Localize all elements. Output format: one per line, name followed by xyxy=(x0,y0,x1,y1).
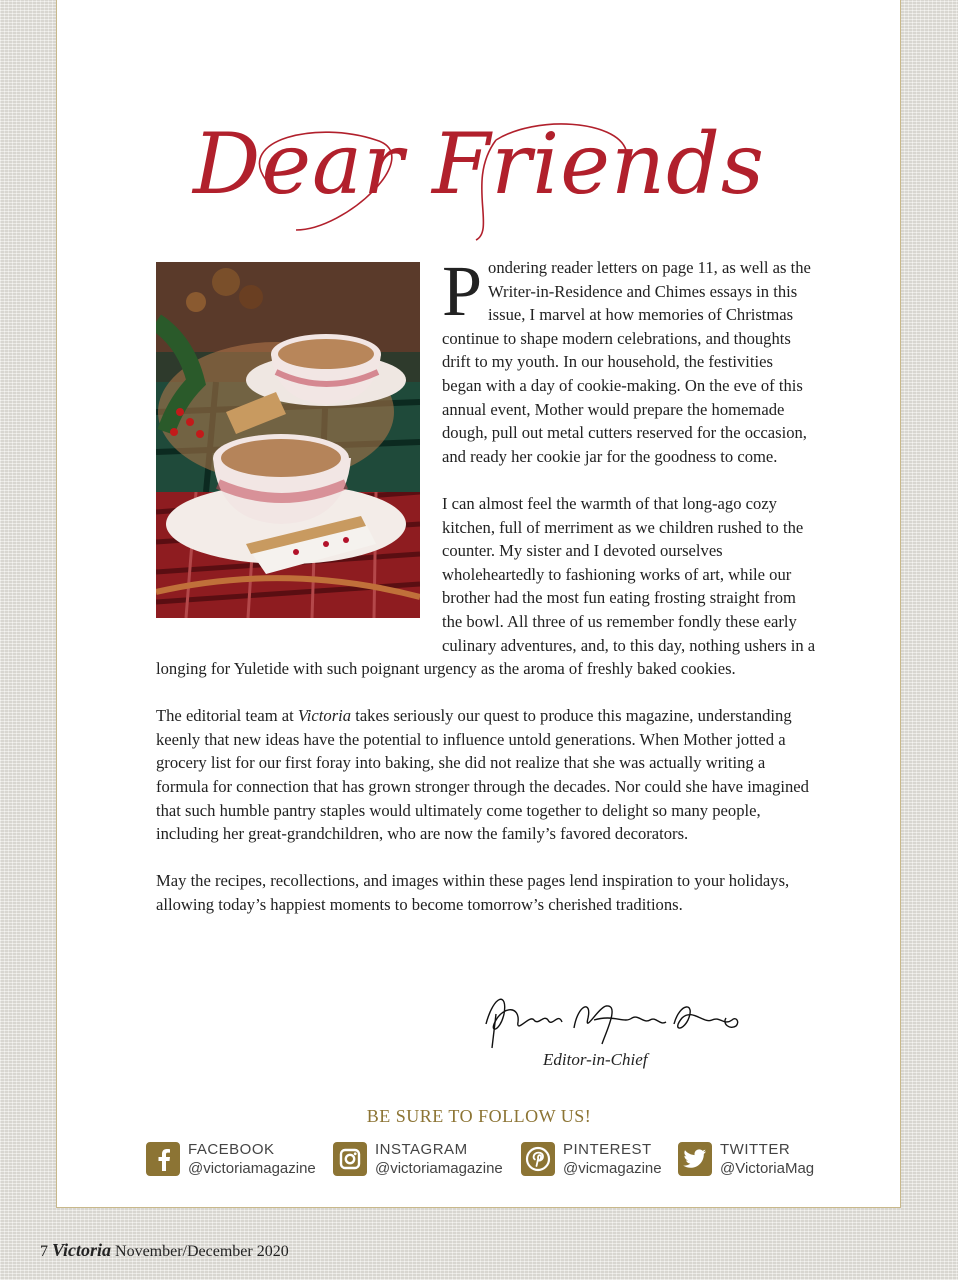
page-number: 7 xyxy=(40,1243,48,1260)
paragraph-3-start: The editorial team at xyxy=(156,706,298,726)
pinterest-icon xyxy=(521,1142,555,1176)
letter-paragraph-3 xyxy=(156,704,816,846)
letter-body xyxy=(156,251,816,940)
editor-title: Editor-in-Chief xyxy=(543,1050,648,1069)
social-pinterest[interactable] xyxy=(521,1140,662,1180)
letter-paragraph-2: I can almost feel the warmth of that long-ago cozy kitchen, full of merriment as we children rushed to the counter. My sister and I devoted ourselves wholeheartedly to fashioning works of art, while our brother had the most fun eating frosting straight from the bowl. All three of us remember fondly these early culinary adventures, and, to this day, nothing ushers in a longing for Yuletide with such poignant urgency as the aroma of freshly baked cookies. xyxy=(156,493,816,679)
photo-wrap-spacer xyxy=(156,256,442,636)
twitter-label: TWITTER xyxy=(720,1141,791,1158)
facebook-handle[interactable]: @victoriamagazine xyxy=(188,1160,316,1177)
page-folio xyxy=(40,1240,289,1261)
instagram-label: INSTAGRAM xyxy=(375,1141,468,1158)
instagram-icon xyxy=(333,1142,367,1176)
instagram-handle[interactable]: @victoriamagazine xyxy=(375,1160,503,1177)
magazine-title: Victoria xyxy=(52,1240,112,1260)
pinterest-handle[interactable]: @vicmagazine xyxy=(563,1160,662,1177)
pinterest-label: PINTEREST xyxy=(563,1141,652,1158)
social-twitter[interactable] xyxy=(678,1140,814,1180)
facebook-label: FACEBOOK xyxy=(188,1141,275,1158)
page-title: Dear Friends xyxy=(193,115,765,213)
social-facebook[interactable] xyxy=(146,1140,316,1180)
dropcap: P xyxy=(442,251,483,331)
paragraph-1-text: ondering reader letters on page 11, as well as the Writer-in-Residence and Chimes essays in this issue, I marvel at how memories of Christmas continue to shape modern celebrations, and thoughts drift to my youth. In our household, the festivities began with a day of cookie-making. On the eve of this annual event, Mother would prepare the homemade dough, pull out metal cutters reserved for the occasion, and ready her cookie jar for the goodness to come. xyxy=(442,258,811,466)
facebook-icon xyxy=(146,1142,180,1176)
magazine-name: Victoria xyxy=(297,706,352,726)
twitter-handle[interactable]: @VictoriaMag xyxy=(720,1160,815,1177)
letter-paragraph-4: May the recipes, recollections, and images within these pages lend inspiration to your holidays, allowing today’s happiest moments to become tomorrow’s cherished traditions. xyxy=(156,871,790,915)
twitter-icon xyxy=(678,1142,712,1176)
social-instagram[interactable] xyxy=(333,1140,503,1180)
editor-signature xyxy=(474,984,744,1054)
paragraph-3-end: takes seriously our quest to produce this magazine, understanding keenly that new ideas have the potential to influence untold generations. When Mother jotted a grocery list for our first foray into baking, she did not realize that she was actually writing a formula for connection that has grown stronger through the decades. Nor could she have imagined that such humble pantry staples would ultimately come together to delight so many people, including her great-grandchildren, who are now the family’s favored decorators. xyxy=(156,706,809,844)
follow-heading: BE SURE TO FOLLOW US! xyxy=(366,1106,592,1126)
issue-date: November/December 2020 xyxy=(115,1243,289,1260)
